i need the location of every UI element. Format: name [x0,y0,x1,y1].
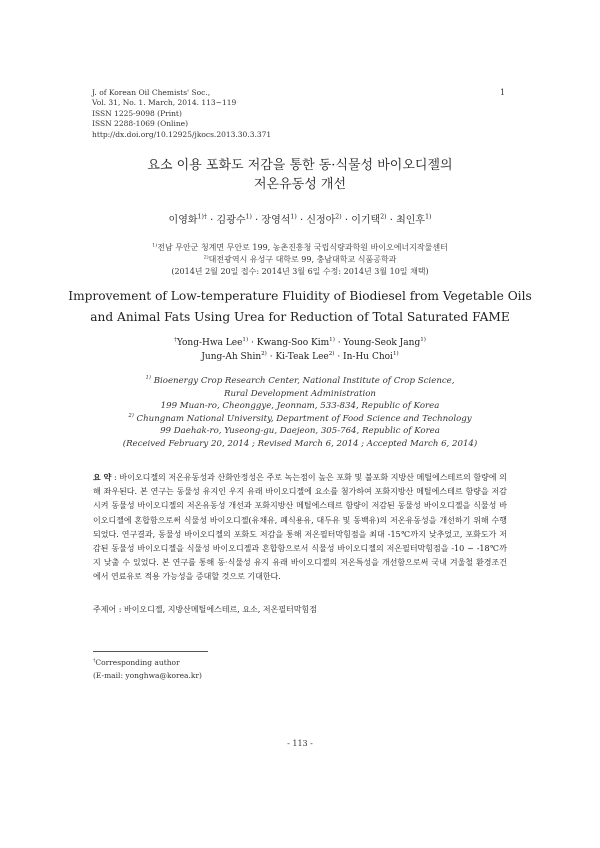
author-separator: · [334,338,344,348]
author-separator: · [334,351,344,362]
korean-author: 김광수$^{1)}$ [216,213,252,226]
korean-author: 장영석$^{1)}$ [261,213,297,226]
journal-volume: Vol. 31, No. 1. March, 2014. 113~119 [92,98,237,108]
korean-title-line2: 저온유동성 개선 [253,177,347,192]
english-affiliation-2-line1: $^{2)}$ Chungnam National University, Department of Food Science and Technology [128,412,472,424]
korean-title-line1: 요소 이용 포화도 저감을 통한 동·식물성 바이오디젤의 [147,158,453,173]
korean-author: 이영화$^{1)\dagger}$ [168,213,207,226]
korean-dates: (2014년 2월 20일 접수: 2014년 3월 6일 수정: 2014년 3월 10일 채택) [171,267,429,276]
english-author: In-Hu Choi$^{1)}$ [343,350,399,362]
author-separator: · [248,338,257,348]
author-separator: · [206,215,217,226]
english-author: Jung-Ah Shin$^{2)}$ [201,350,267,362]
keywords-text: : 바이오디젤, 지방산메틸에스테르, 요소, 저온필터막힘점 [116,605,317,614]
korean-author: 신정아$^{2)}$ [306,213,342,226]
korean-affiliation-1: $^{1)}$전남 무안군 청계면 무안로 199, 농촌진흥청 국립식량과학원 바이오에너지작물센터 [152,242,448,252]
korean-author-list [0,211,600,226]
footnote-divider [93,651,208,652]
korean-affiliations [0,242,600,278]
english-affiliations [0,375,600,450]
english-author: Young-Seok Jang$^{1)}$ [343,337,426,348]
corresponding-author-footnote [93,656,202,682]
english-affiliation-2-line2: 99 Daehak-ro, Yuseong-gu, Daejeon, 305-764, Republic of Korea [160,426,440,436]
english-author-row [0,351,600,365]
author-separator: · [266,351,276,362]
english-author-row [0,337,600,351]
english-author: Kwang-Soo Kim$^{1)}$ [256,337,335,348]
english-dates: (Received February 20, 2014 ; Revised March 6, 2014 ; Accepted March 6, 2014) [122,438,478,449]
english-title-line1: Improvement of Low-temperature Fluidity of Biodiesel from Vegetable Oils [68,289,532,303]
english-title-line2: and Animal Fats Using Urea for Reduction of Total Saturated FAME [90,310,510,324]
english-affiliation-1-line2: Rural Development Administration [224,388,376,399]
author-separator: · [296,215,307,226]
issn-online: ISSN 2288-1069 (Online) [92,119,189,129]
abstract-label: 요 약 [93,472,112,482]
english-affiliation-1-line1: $^{1)}$ Bioenergy Crop Research Center, National Institute of Crop Science, [145,375,455,386]
author-separator: · [341,215,352,226]
english-author: †Yong-Hwa Lee$^{1)}$ [174,337,249,348]
abstract [93,470,507,585]
top-page-number: 1 [500,88,506,97]
english-title [0,286,600,328]
english-author-list [0,337,600,364]
author-separator: · [386,215,397,226]
journal-header [92,88,271,140]
abstract-text: : 바이오디젤의 저온유동성과 산화안정성은 주로 녹는점이 높은 포화 및 불포화 지방산 메틸에스테르의 함량에 의해 좌우된다. 본 연구는 동물성 유지인 우지 유래 바이오디젤에 요소를 첨가하여 포화지방산 메틸에스테르 함량을 저감시켜 동물성 바이오디젤의 저온유동성 개선과 포화지방산 메틸에스테르 함량이 저감된 동물성 바이오디젤을 식물성 바이오디젤에 혼합함으로써 식물성 바이오디젤(유채유, 폐식용유, 대두유 및 동백유)의 저온유동성을 개선하기 위해 수행 되었다. 연구결과, 동물성 바이오디젤의 포화도 저감을 통해 저온필터막힘점을 최대 -15℃까지 낮추었고, 포화도가 저감된 동물성 바이오디젤을 식물성 바이오디젤과 혼합함으로서 식물성 바이오디젤의 저온필터막힘점을 -10 ~ -18℃까지 낮출 수 있었다. 본 연구를 통해 동·식물성 유지 유래 바이오디젤의 저온특성을 개선함으로써 국내 겨울철 환경조건에서 연료유로 적용 가능성을 증대할 것으로 기대한다. [93,473,507,582]
author-email[interactable]: (E-mail: yonghwa@korea.kr) [93,671,202,680]
author-separator: · [251,215,262,226]
journal-name: J. of Korean Oil Chemists' Soc., [92,88,211,97]
english-affiliation-1-line3: 199 Muan-ro, Cheonggye, Jeonnam, 533-834, Republic of Korea [160,401,440,411]
korean-author: 최인후$^{1)}$ [396,213,432,226]
english-author: Ki-Teak Lee$^{2)}$ [275,350,335,362]
keywords-label: 주제어 [93,605,117,614]
korean-author: 이기택$^{2)}$ [351,213,387,226]
footnote-label: Corresponding author [95,658,180,667]
page-number: - 113 - [287,739,313,748]
doi-link[interactable]: http://dx.doi.org/10.12925/jkocs.2013.30.3.371 [92,129,272,139]
korean-affiliation-2: $^{2)}$대전광역시 유성구 대학로 99, 충남대학교 식품공학과 [203,254,397,264]
issn-print: ISSN 1225-9098 (Print) [92,108,182,118]
dagger-mark: † [93,658,96,664]
keywords [93,604,507,615]
korean-title [0,156,600,194]
